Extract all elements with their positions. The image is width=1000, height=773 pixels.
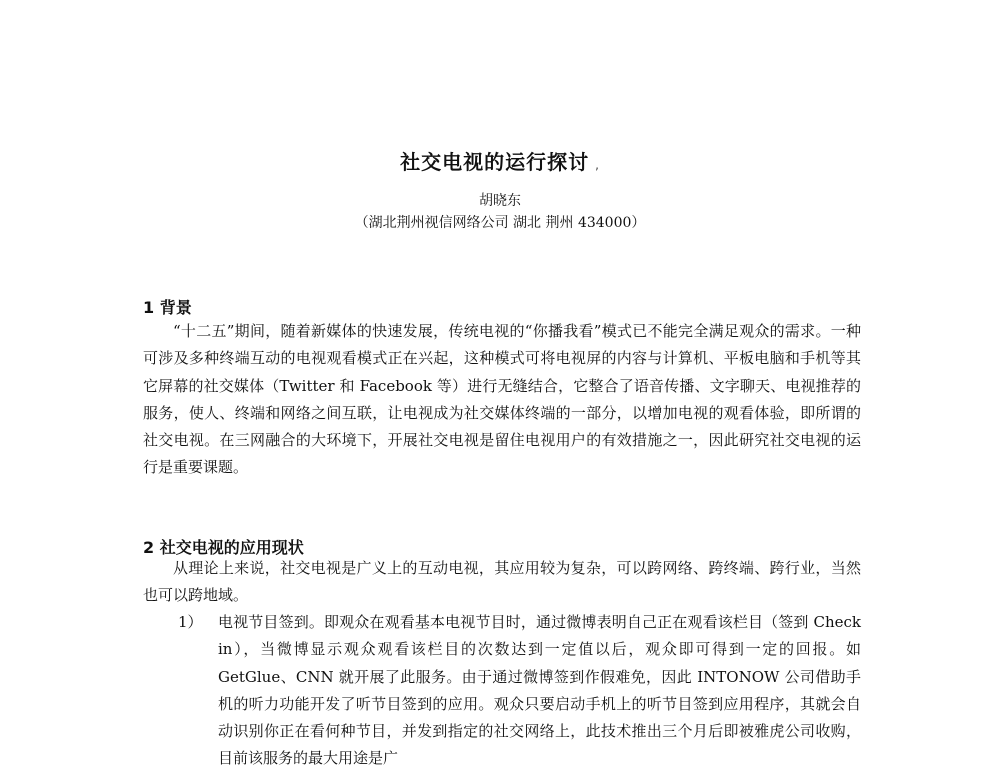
application-list [178,609,861,773]
section-paragraph-application: 从理论上来说，社交电视是广义上的互动电视，其应用较为复杂，可以跨网络、跨终端、跨行业，当然也可以跨地域。 [143,559,861,605]
paper-title [0,146,1000,175]
list-item-text: 电视节目签到。即观众在观看基本电视节目时，通过微博表明自己正在观看该栏目（签到 Check in），当微博显示观众观看该栏目的次数达到一定值以后，观众即可得到一定的回报。如 GetGlue、CNN 就开展了此服务。由于通过微博签到作假难免，因此 INTONOW 公司借助手机的听力功能开发了听节目签到的应用。观众只要启动手机上的听节目签到应用程序，其就会自动识别你正在看何种节目，并发到指定的社交网络上，此技术推出三个月后即被雅虎公司收购，目前该服务的最大用途是广 [218,613,861,768]
section-heading-application: 2 社交电视的应用现状 [143,538,304,557]
section-paragraph-background: “十二五”期间，随着新媒体的快速发展，传统电视的“你播我看”模式已不能完全满足观众的需求。一种可涉及多种终端互动的电视观看模式正在兴起，这种模式可将电视屏的内容与计算机、平板电脑和手机等其它屏幕的社交媒体（Twitter 和 Facebook 等）进行无缝结合，它整合了语音传播、文字聊天、电视推荐的服务，使人、终端和网络之间互联，让电视成为社交媒体终端的一部分，以增加电视的观看体验，即所谓的社交电视。在三网融合的大环境下，开展社交电视是留住电视用户的有效措施之一，因此研究社交电视的运行是重要课题。 [143,322,861,477]
author-name: 胡晓东 [479,193,521,209]
author-affiliation: （湖北荆州视信网络公司 湖北 荆州 434000） [354,215,646,231]
section-heading-background: 1 背景 [143,298,192,317]
title-mark: , [595,158,600,172]
list-item [178,609,861,773]
title-text: 社交电视的运行探讨 [400,150,590,174]
list-item-number: 1） [178,613,203,631]
